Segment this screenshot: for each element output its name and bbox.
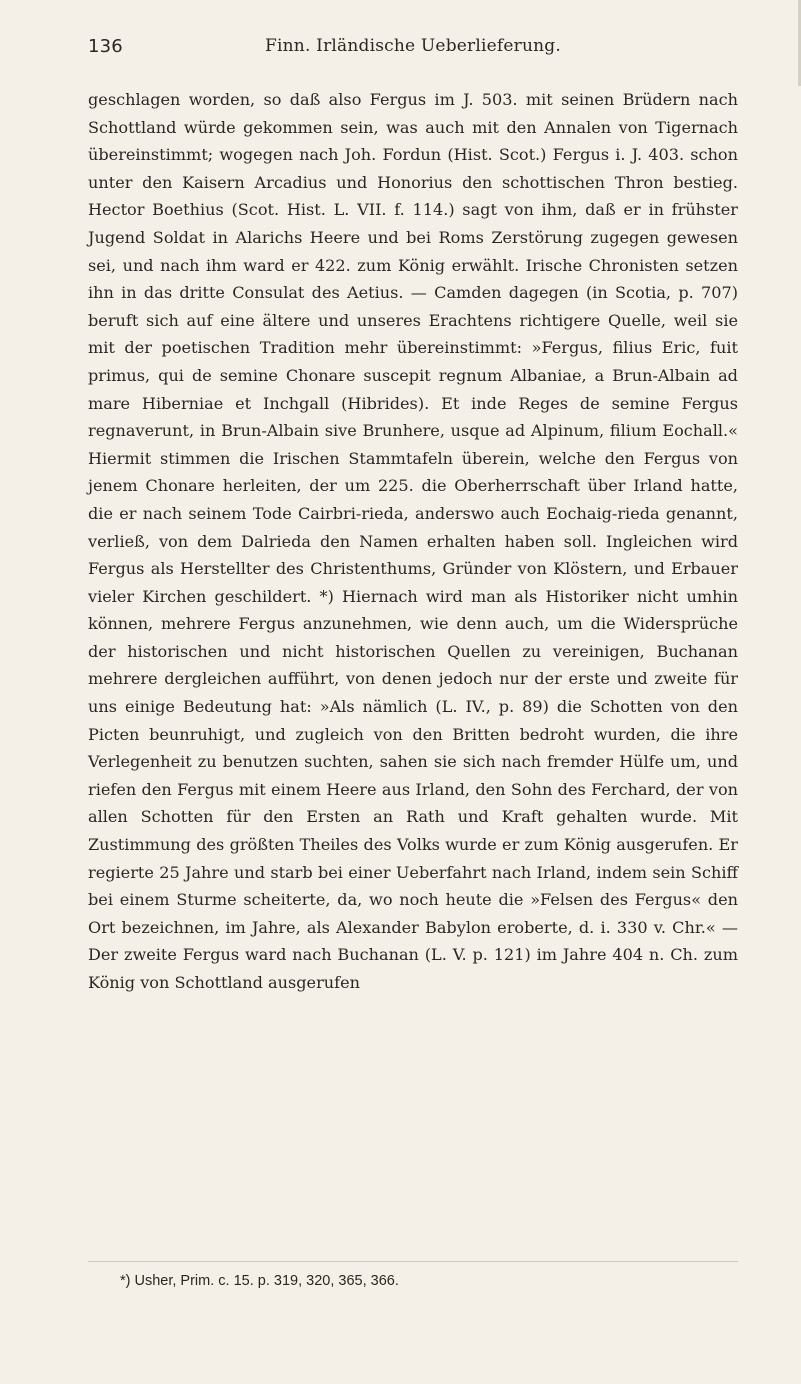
page-number: 136 bbox=[88, 36, 123, 57]
footnote: *) Usher, Prim. c. 15. p. 319, 320, 365, 366. bbox=[120, 1273, 399, 1289]
footnote-divider bbox=[88, 1261, 738, 1262]
running-head: Finn. Irländische Ueberlieferung. bbox=[265, 36, 561, 56]
body-text bbox=[88, 86, 738, 997]
body-paragraph: geschlagen worden, so daß also Fergus im J. 503. mit seinen Brüdern nach Schottland würde gekommen sein, was auch mit den Annalen von Tigernach übereinstimmt; wogegen nach Joh. Fordun (Hist. Scot.) Fergus i. J. 403. schon unter den Kaisern Arcadius und Honorius den schottischen Thron bestieg. Hector Boethius (Scot. Hist. L. VII. f. 114.) sagt von ihm, daß er in frühster Jugend Soldat in Alarichs Heere und bei Roms Zerstörung zugegen gewesen sei, und nach ihm ward er 422. zum König erwählt. Irische Chronisten setzen ihn in das dritte Consulat des Aetius. — Camden dagegen (in Scotia, p. 707) beruft sich auf eine ältere und unseres Erachtens richtigere Quelle, weil sie mit der poetischen Tradition mehr übereinstimmt: »Fergus, filius Eric, fuit primus, qui de semine Chonare suscepit regnum Albaniae, a Brun-Albain ad mare Hiberniae et Inchgall (Hibrides). Et inde Reges de semine Fergus regnaverunt, in Brun-Albain sive Brunhere, usque ad Alpinum, filium Eochall.« Hiermit stimmen die Irischen Stammtafeln überein, welche den Fergus von jenem Chonare herleiten, der um 225. die Oberherrschaft über Irland hatte, die er nach seinem Tode Cairbri-rieda, anderswo auch Eochaig-rieda genannt, verließ, von dem Dalrieda den Namen erhalten haben soll. Ingleichen wird Fergus als Herstellter des Christenthums, Gründer von Klöstern, und Erbauer vieler Kirchen geschildert. *) Hiernach wird man als Historiker nicht umhin können, mehrere Fergus anzunehmen, wie denn auch, um die Widersprüche der historischen und nicht historischen Quellen zu vereinigen, Buchanan mehrere dergleichen aufführt, von denen jedoch nur der erste und zweite für uns einige Bedeutung hat: »Als nämlich (L. IV., p. 89) die Schotten von den Picten beunruhigt, und zugleich von den Britten bedroht wurden, die ihre Verlegenheit zu benutzen suchten, sahen sie sich nach fremder Hülfe um, und riefen den Fergus mit einem Heere aus Irland, den Sohn des Ferchard, der von allen Schotten für den Ersten an Rath und Kraft gehalten wurde. Mit Zustimmung des größten Theiles des Volks wurde er zum König ausgerufen. Er regierte 25 Jahre und starb bei einer Ueberfahrt nach Irland, indem sein Schiff bei einem Sturme scheiterte, da, wo noch heute die »Felsen des Fergus« den Ort bezeichnen, im Jahre, als Alexander Babylon eroberte, d. i. 330 v. Chr.« — Der zweite Fergus ward nach Buchanan (L. V. p. 121) im Jahre 404 n. Ch. zum König von Schottland ausgerufen bbox=[88, 90, 738, 992]
page-header bbox=[88, 36, 738, 60]
